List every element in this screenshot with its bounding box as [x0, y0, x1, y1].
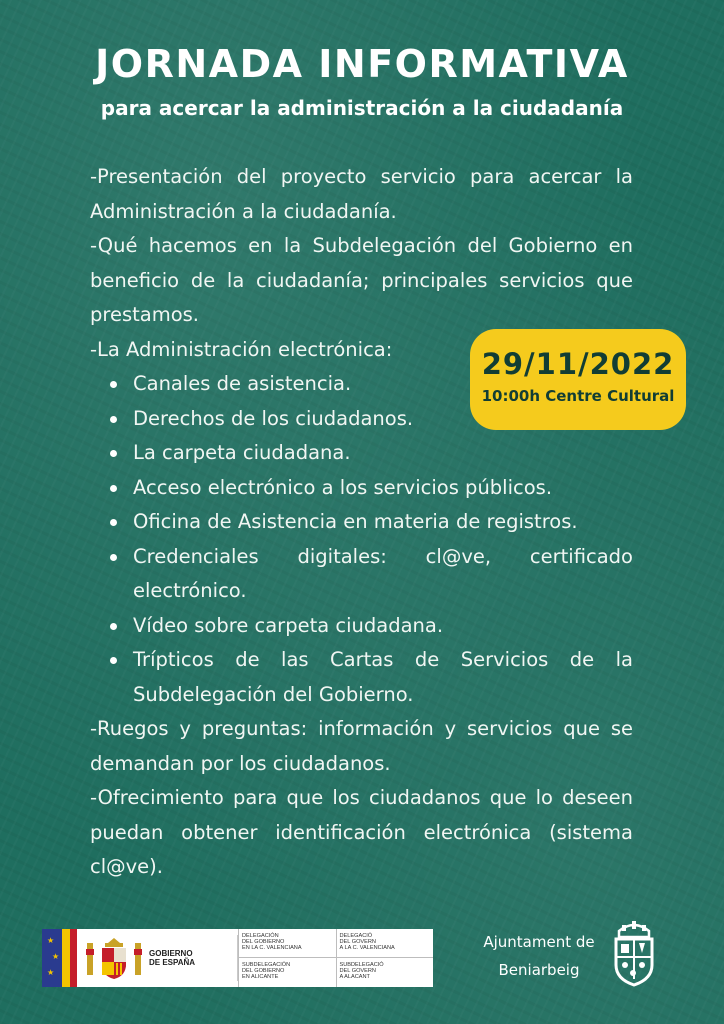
list-item-text: La carpeta ciudadana.	[133, 441, 351, 464]
event-date: 29/11/2022	[481, 347, 675, 381]
agenda-item-questions: -Ruegos y preguntas: información y servicios que se demandan por los ciudadanos.	[90, 717, 633, 775]
bullet-icon	[110, 416, 117, 423]
delegation-cell: SUBDELEGACIÓ DEL GOVERN A ALACANT	[336, 958, 434, 987]
coat-of-arms-icon	[85, 935, 143, 981]
bullet-icon	[110, 554, 117, 561]
bullet-icon	[110, 657, 117, 664]
list-item	[90, 643, 633, 712]
bullet-icon	[110, 450, 117, 457]
event-time-place: 10:00h Centre Cultural	[481, 387, 675, 405]
bullet-icon	[110, 381, 117, 388]
list-item-text: Acceso electrónico a los servicios públicos.	[133, 475, 553, 499]
list-item-text: Oficina de Asistencia en materia de registros.	[133, 510, 578, 533]
list-item-text: Vídeo sobre carpeta ciudadana.	[133, 613, 444, 637]
agenda-content	[90, 160, 633, 885]
delegation-names	[238, 929, 433, 987]
ajuntament-name: Ajuntament de Beniarbeig	[483, 933, 595, 979]
list-item-text: Trípticos de las Cartas de Servicios de la Subdelegación del Gobierno.	[133, 648, 633, 706]
list-item	[90, 609, 633, 644]
list-item-text: Credenciales digitales: cl@ve, certificado electrónico.	[133, 544, 633, 602]
delegation-cell: DELEGACIÓN DEL GOBIERNO EN LA C. VALENCIANA	[238, 929, 336, 958]
bullet-icon	[110, 519, 117, 526]
list-item	[90, 436, 633, 471]
gobierno-text: GOBIERNO DE ESPAÑA	[149, 949, 196, 967]
list-item-text: Derechos de los ciudadanos.	[133, 406, 414, 430]
poster-title: JORNADA INFORMATIVA	[95, 42, 629, 86]
agenda-item-e-administration: -La Administración electrónica:	[90, 337, 393, 361]
list-item	[90, 540, 633, 609]
delegation-cell: DELEGACIÓ DEL GOVERN A LA C. VALENCIANA	[336, 929, 434, 958]
agenda-item-presentation: -Presentación del proyecto servicio para acercar la Administración a la ciudadanía.	[90, 165, 633, 223]
list-item	[90, 505, 633, 540]
bullet-icon	[110, 485, 117, 492]
delegation-cell: SUBDELEGACIÓN DEL GOBIERNO EN ALICANTE	[238, 958, 336, 987]
poster-subtitle: para acercar la administración a la ciudadanía	[100, 96, 624, 120]
date-badge	[470, 329, 686, 430]
bullet-icon	[110, 623, 117, 630]
list-item-text: Canales de asistencia.	[133, 372, 352, 395]
government-logo-banner	[42, 929, 433, 987]
agenda-item-subdelegation: -Qué hacemos en la Subdelegación del Gobierno en beneficio de la ciudadanía; principales servicios que prestamos.	[90, 234, 633, 326]
eu-flag-icon: ★ ★ ★	[42, 929, 77, 987]
ajuntament-shield-icon	[611, 917, 657, 987]
list-item	[90, 471, 633, 506]
gobierno-de-espana-logo	[77, 929, 237, 987]
agenda-item-identification: -Ofrecimiento para que los ciudadanos que lo deseen puedan obtener identificación electrónica (sistema cl@ve).	[90, 786, 633, 878]
